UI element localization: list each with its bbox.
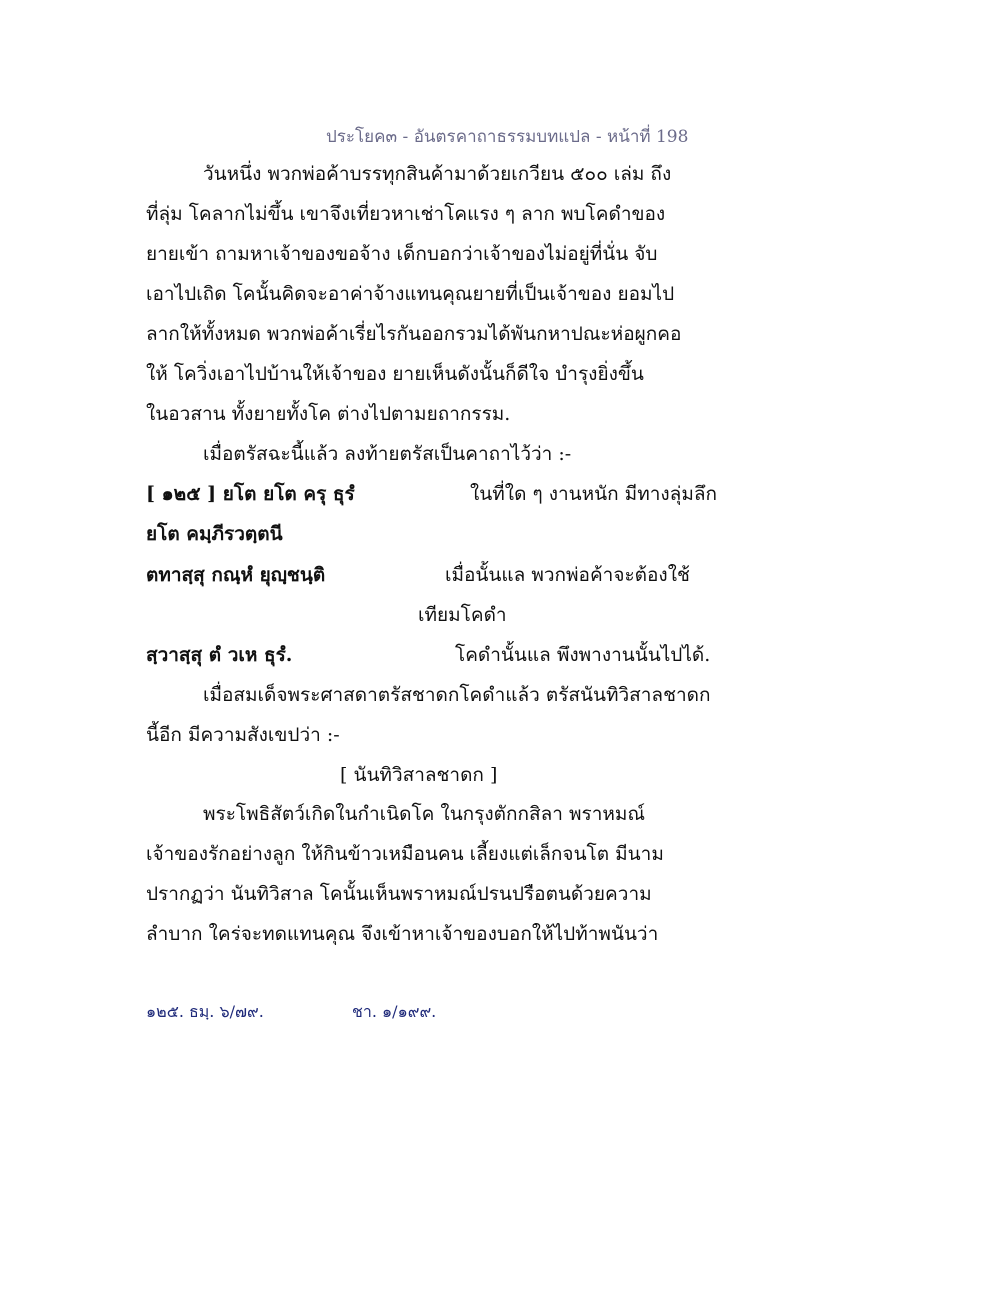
paragraph-line: นี้อีก มีความสังเขปว่า :-	[146, 724, 340, 746]
section-title: [ นันทิวิสาลชาดก ]	[340, 764, 498, 786]
paragraph-line: เมื่อสมเด็จพระศาสดาตรัสชาดกโคดำแล้ว ตรัสนันทิวิสาลชาดก	[203, 684, 711, 706]
verse-thai-line: เมื่อนั้นแล พวกพ่อค้าจะต้องใช้	[445, 564, 690, 586]
page-header: ประโยค๓ - อันตรคาถาธรรมบทแปล - หน้าที่ 198	[326, 127, 689, 147]
paragraph-line: ลำบาก ใคร่จะทดแทนคุณ จึงเข้าหาเจ้าของบอกให้ไปท้าพนันว่า	[146, 923, 659, 945]
footnote-reference: ชา. ๑/๑๙๙.	[352, 1002, 437, 1021]
paragraph-line: ลากให้ทั้งหมด พวกพ่อค้าเรี่ยไรกันออกรวมได้พันกหาปณะห่อผูกคอ	[146, 323, 682, 345]
paragraph-line: ที่ลุ่ม โคลากไม่ขึ้น เขาจึงเที่ยวหาเช่าโคแรง ๆ ลาก พบโคดำของ	[146, 203, 666, 225]
paragraph-line: วันหนึ่ง พวกพ่อค้าบรรทุกสินค้ามาด้วยเกวียน ๕๐๐ เล่ม ถึง	[203, 163, 672, 185]
paragraph-line: ยายเข้า ถามหาเจ้าของขอจ้าง เด็กบอกว่าเจ้าของไม่อยู่ที่นั่น จับ	[146, 243, 658, 265]
verse-pali-line: สฺวาสฺสุ ตํ วเห ธุรํ.	[146, 644, 293, 666]
verse-pali-line: [ ๑๒๕ ] ยโต ยโต ครุ ธุรํ	[146, 483, 355, 505]
verse-thai-line: ในที่ใด ๆ งานหนัก มีทางลุ่มลึก	[470, 483, 717, 505]
verse-thai-line: เทียมโคดำ	[418, 604, 507, 626]
paragraph-line: ปรากฏว่า นันทิวิสาล โคนั้นเห็นพราหมณ์ปรนปรือตนด้วยความ	[146, 883, 652, 905]
paragraph-line: ให้ โควิ่งเอาไปบ้านให้เจ้าของ ยายเห็นดังนั้นก็ดีใจ บำรุงยิ่งขึ้น	[146, 363, 644, 385]
paragraph-line: พระโพธิสัตว์เกิดในกำเนิดโค ในกรุงตักกสิลา พราหมณ์	[203, 803, 646, 825]
verse-intro: เมื่อตรัสฉะนี้แล้ว ลงท้ายตรัสเป็นคาถาไว้ว่า :-	[203, 443, 572, 465]
paragraph-line: เอาไปเถิด โคนั้นคิดจะอาค่าจ้างแทนคุณยายที่เป็นเจ้าของ ยอมไป	[146, 283, 675, 305]
verse-pali-line: ยโต คมฺภีรวตฺตนี	[146, 523, 283, 545]
verse-pali-line: ตทาสฺสุ กณฺหํ ยุญฺชนฺติ	[146, 564, 326, 586]
verse-thai-line: โคดำนั้นแล พึงพางานนั้นไปได้.	[455, 644, 711, 666]
paragraph-line: เจ้าของรักอย่างลูก ให้กินข้าวเหมือนคน เลี้ยงแต่เล็กจนโต มีนาม	[146, 843, 664, 865]
footnote-reference: ๑๒๕. ธมฺ. ๖/๗๙.	[146, 1002, 264, 1021]
paragraph-line: ในอวสาน ทั้งยายทั้งโค ต่างไปตามยถากรรม.	[146, 403, 511, 425]
